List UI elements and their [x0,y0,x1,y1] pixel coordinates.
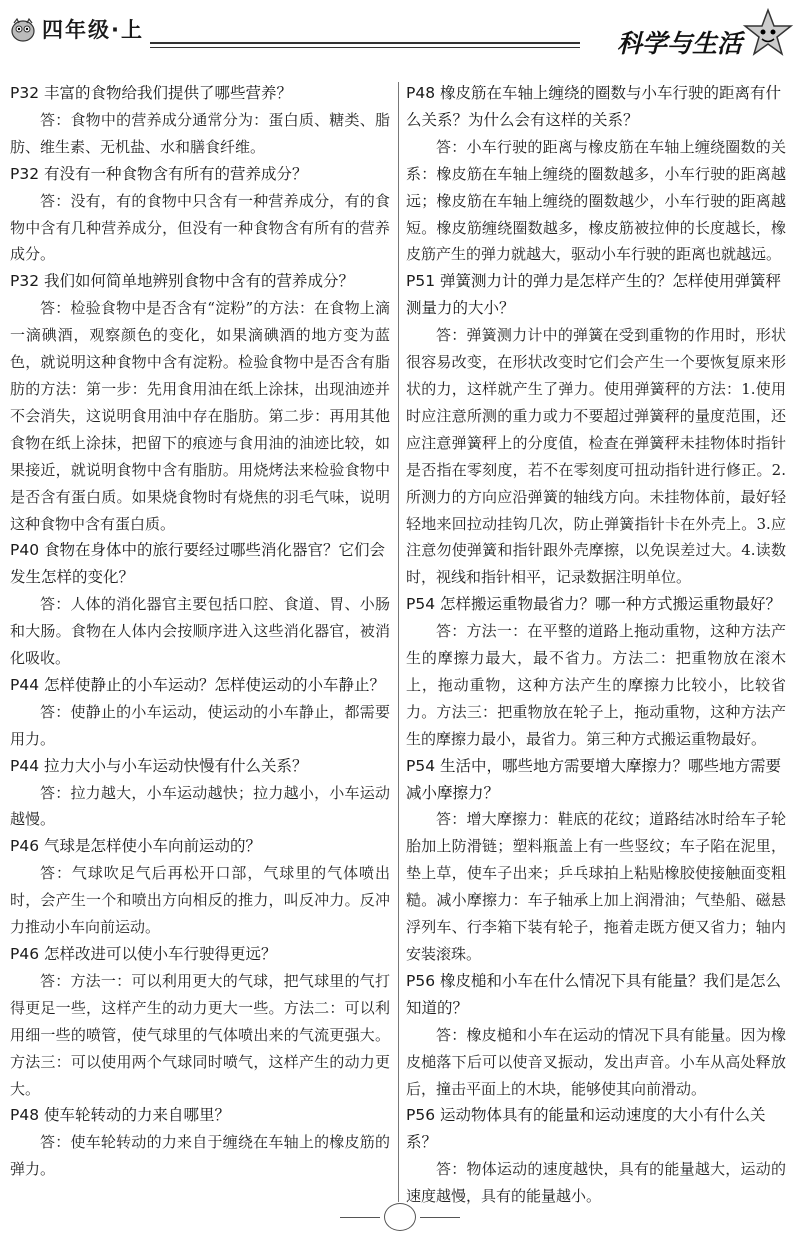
answer: 答：橡皮槌和小车在运动的情况下具有能量。因为橡皮槌落下后可以使音叉振动，发出声音。小车从高处释放后，撞击平面上的木块，能够使其向前滑动。 [406,1025,786,1098]
qa-item [10,537,390,672]
answer: 答：拉力越大，小车运动越快；拉力越小，小车运动越慢。 [10,783,390,829]
qa-item [10,941,390,1102]
header-rule-thin [150,47,580,48]
question: P44 怎样使静止的小车运动？怎样使运动的小车静止？ [10,675,385,694]
grade-label: 四年级·上 [42,18,144,42]
qa-item [10,80,390,161]
question: P32 我们如何简单地辨别食物中含有的营养成分？ [10,272,354,291]
qa-item [10,1102,390,1183]
qa-item [406,968,786,1103]
answer: 答：食物中的营养成分通常分为：蛋白质、糖类、脂肪、维生素、无机盐、水和膳食纤维。 [10,110,390,156]
qa-item [10,672,390,753]
answer: 答：检验食物中是否含有“淀粉”的方法：在食物上滴一滴碘酒，观察颜色的变化，如果滴碘酒的地方变为蓝色，就说明这种食物中含有淀粉。检验食物中是否含有脂肪的方法：第一步：先用食用油在纸上涂抹，出现油迹并不会消失，这说明食用油中存在脂肪。第二步：再用其他食物在纸上涂抹，把留下的痕迹与食用油的油迹比较，如果接近，就说明食物中含有脂肪。用烧烤法来检验食物中是否含有蛋白质。如果烧食物时有烧焦的羽毛气味，说明这种食物中含有蛋白质。 [10,299,390,533]
star-mascot-icon [740,6,796,62]
column-divider [398,82,399,1202]
qa-item [406,591,786,752]
owl-icon [8,14,38,44]
question: P56 橡皮槌和小车在什么情况下具有能量？我们是怎么知道的？ [406,971,781,1017]
left-column [10,80,390,1183]
qa-item [406,268,786,591]
qa-item [10,833,390,941]
answer: 答：使静止的小车运动，使运动的小车静止，都需要用力。 [10,702,390,748]
qa-item [10,268,390,537]
question: P48 橡皮筋在车轴上缠绕的圈数与小车行驶的距离有什么关系？为什么会有这样的关系？ [406,84,781,129]
answer: 答：方法一：可以利用更大的气球，把气球里的气打得更足一些，这样产生的动力更大一些。方法二：可以利用细一些的喷管，使气球里的气体喷出来的气流更强大。方法三：可以使用两个气球同时喷气，这样产生的动力更大。 [10,971,390,1098]
answer: 答：方法一：在平整的道路上拖动重物，这种方法产生的摩擦力最大，最不省力。方法二：把重物放在滚木上，拖动重物，这种方法产生的摩擦力比较小，比较省力。方法三：把重物放在轮子上，拖动重物，这种方法产生的摩擦力最小，最省力。第三种方式搬运重物最好。 [406,622,786,748]
question: P32 丰富的食物给我们提供了哪些营养？ [10,84,292,102]
page-footer [0,1195,800,1235]
right-column [406,80,786,1210]
question: P54 生活中，哪些地方需要增大摩擦力？哪些地方需要减小摩擦力？ [406,756,781,802]
answer: 答：弹簧测力计中的弹簧在受到重物的作用时，形状很容易改变，在形状改变时它们会产生一个要恢复原来形状的力，这样就产生了弹力。使用弹簧秤的方法：1.使用时应注意所测的重力或力不要超过弹簧秤的量度范围，还应注意弹簧秤上的分度值，检查在弹簧秤未挂物体时指针是否指在零刻度，若不在零刻度可扭动指针进行修正。2.所测力的方向应沿弹簧的轴线方向。未挂物体前，最好轻轻地来回拉动挂钩几次，防止弹簧指针卡在外壳上。3.应注意勿使弹簧和指针跟外壳摩擦，以免误差过大。4.读数时，视线和指针相平，记录数据注明单位。 [406,326,786,587]
footer-rule-right [420,1217,460,1218]
question: P51 弹簧测力计的弹力是怎样产生的？怎样使用弹簧秤测量力的大小？ [406,272,781,318]
footer-rule-left [340,1217,380,1218]
header-rule [150,42,580,44]
question: P54 怎样搬运重物最省力？哪一种方式搬运重物最好？ [406,595,781,614]
qa-item [10,161,390,269]
answer: 答：小车行驶的距离与橡皮筋在车轴上缠绕圈数的关系：橡皮筋在车轴上缠绕的圈数越多，小车行驶的距离越远；橡皮筋在车轴上缠绕的圈数越少，小车行驶的距离越短。橡皮筋缠绕圈数越多，橡皮筋被拉伸的长度越长，橡皮筋产生的弹力就越大，驱动小车行驶的距离也就越远。 [406,137,786,264]
page-header [0,0,800,80]
book-title: 科学与生活 [616,29,742,58]
answer: 答：增大摩擦力：鞋底的花纹；道路结冰时给车子轮胎加上防滑链；塑料瓶盖上有一些竖纹；车子陷在泥里，垫上草，使车子出来；乒乓球拍上粘贴橡胶使接触面变粗糙。减小摩擦力：车子轴承上加上润滑油；气垫船、磁悬浮列车、行李箱下装有轮子，拖着走既方便又省力；轴内安装滚珠。 [406,810,786,963]
grade-label-group [8,14,144,44]
question: P32 有没有一种食物含有所有的营养成分？ [10,164,308,183]
question: P44 拉力大小与小车运动快慢有什么关系？ [10,756,308,775]
question: P56 运动物体具有的能量和运动速度的大小有什么关系？ [406,1106,766,1152]
answer: 答：人体的消化器官主要包括口腔、食道、胃、小肠和大肠。食物在人体内会按顺序进入这些消化器官，被消化吸收。 [10,595,390,668]
answer: 答：没有，有的食物中只含有一种营养成分，有的食物中含有几种营养成分，但没有一种食物含有所有的营养成分。 [10,191,390,264]
qa-item [10,753,390,834]
qa-item [406,753,786,968]
answer: 答：物体运动的速度越快，具有的能量越大，运动的速度越慢，具有的能量越小。 [406,1160,786,1206]
question: P46 气球是怎样使小车向前运动的？ [10,837,261,856]
question: P40 食物在身体中的旅行要经过哪些消化器官？它们会发生怎样的变化？ [10,541,385,587]
answer: 答：气球吹足气后再松开口部，气球里的气体喷出时，会产生一个和喷出方向相反的推力，叫反冲力。反冲力推动小车向前运动。 [10,864,390,937]
qa-item [406,1102,786,1210]
question: P46 怎样改进可以使小车行驶得更远？ [10,945,277,963]
question: P48 使车轮转动的力来自哪里？ [10,1106,230,1125]
answer: 答：使车轮转动的力来自于缠绕在车轴上的橡皮筋的弹力。 [10,1133,390,1179]
page-number-ornament [384,1203,416,1231]
qa-item [406,80,786,268]
